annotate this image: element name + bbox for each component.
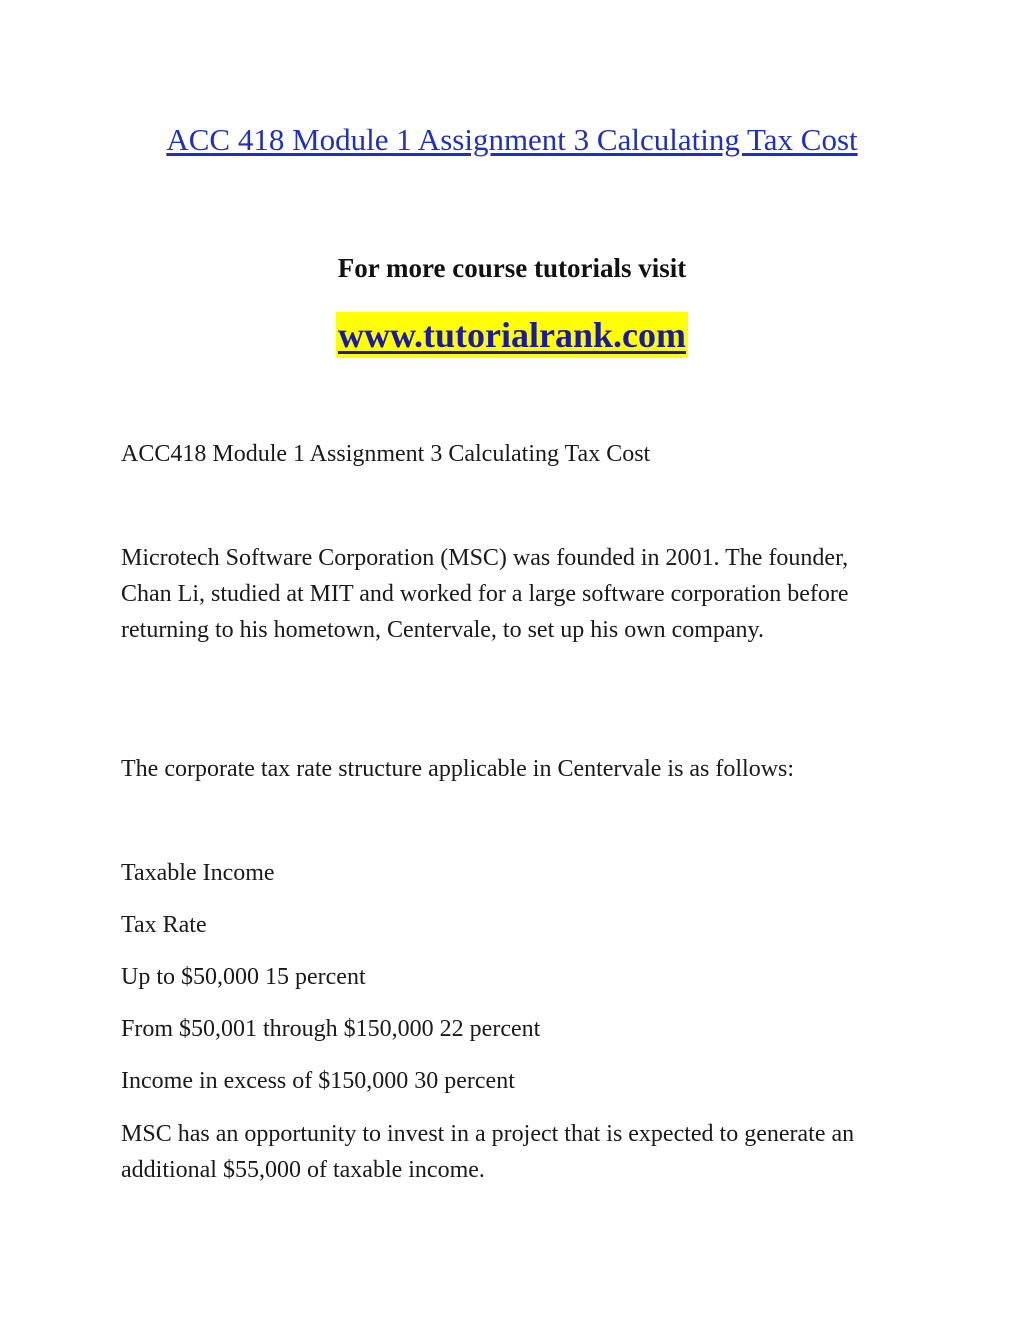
site-link-container [0, 312, 1024, 358]
tax-table-header-rate: Tax Rate [121, 912, 207, 938]
visit-label: For more course tutorials visit [337, 253, 687, 283]
paragraph-tax-structure: The corporate tax rate structure applicable in Centervale is as follows: [121, 756, 795, 782]
tax-bracket-row: Income in excess of $150,000 30 percent [121, 1068, 515, 1094]
paragraph-msc-opportunity: MSC has an opportunity to invest in a project that is expected to generate an additional $55,000 of taxable income. [121, 1121, 855, 1183]
tax-table-header-income: Taxable Income [121, 860, 275, 886]
site-link[interactable]: www.tutorialrank.com [336, 312, 688, 358]
title-link[interactable]: ACC 418 Module 1 Assignment 3 Calculating Tax Cost [166, 122, 858, 157]
tax-bracket-row: From $50,001 through $150,000 22 percent [121, 1016, 541, 1042]
paragraph-intro: Microtech Software Corporation (MSC) was founded in 2001. The founder, Chan Li, studied at MIT and worked for a large software corporation before returning to his hometown, Centervale, to set up his own company. [121, 545, 849, 643]
document-heading: ACC418 Module 1 Assignment 3 Calculating Tax Cost [121, 441, 651, 467]
tax-bracket-row: Up to $50,000 15 percent [121, 964, 366, 990]
